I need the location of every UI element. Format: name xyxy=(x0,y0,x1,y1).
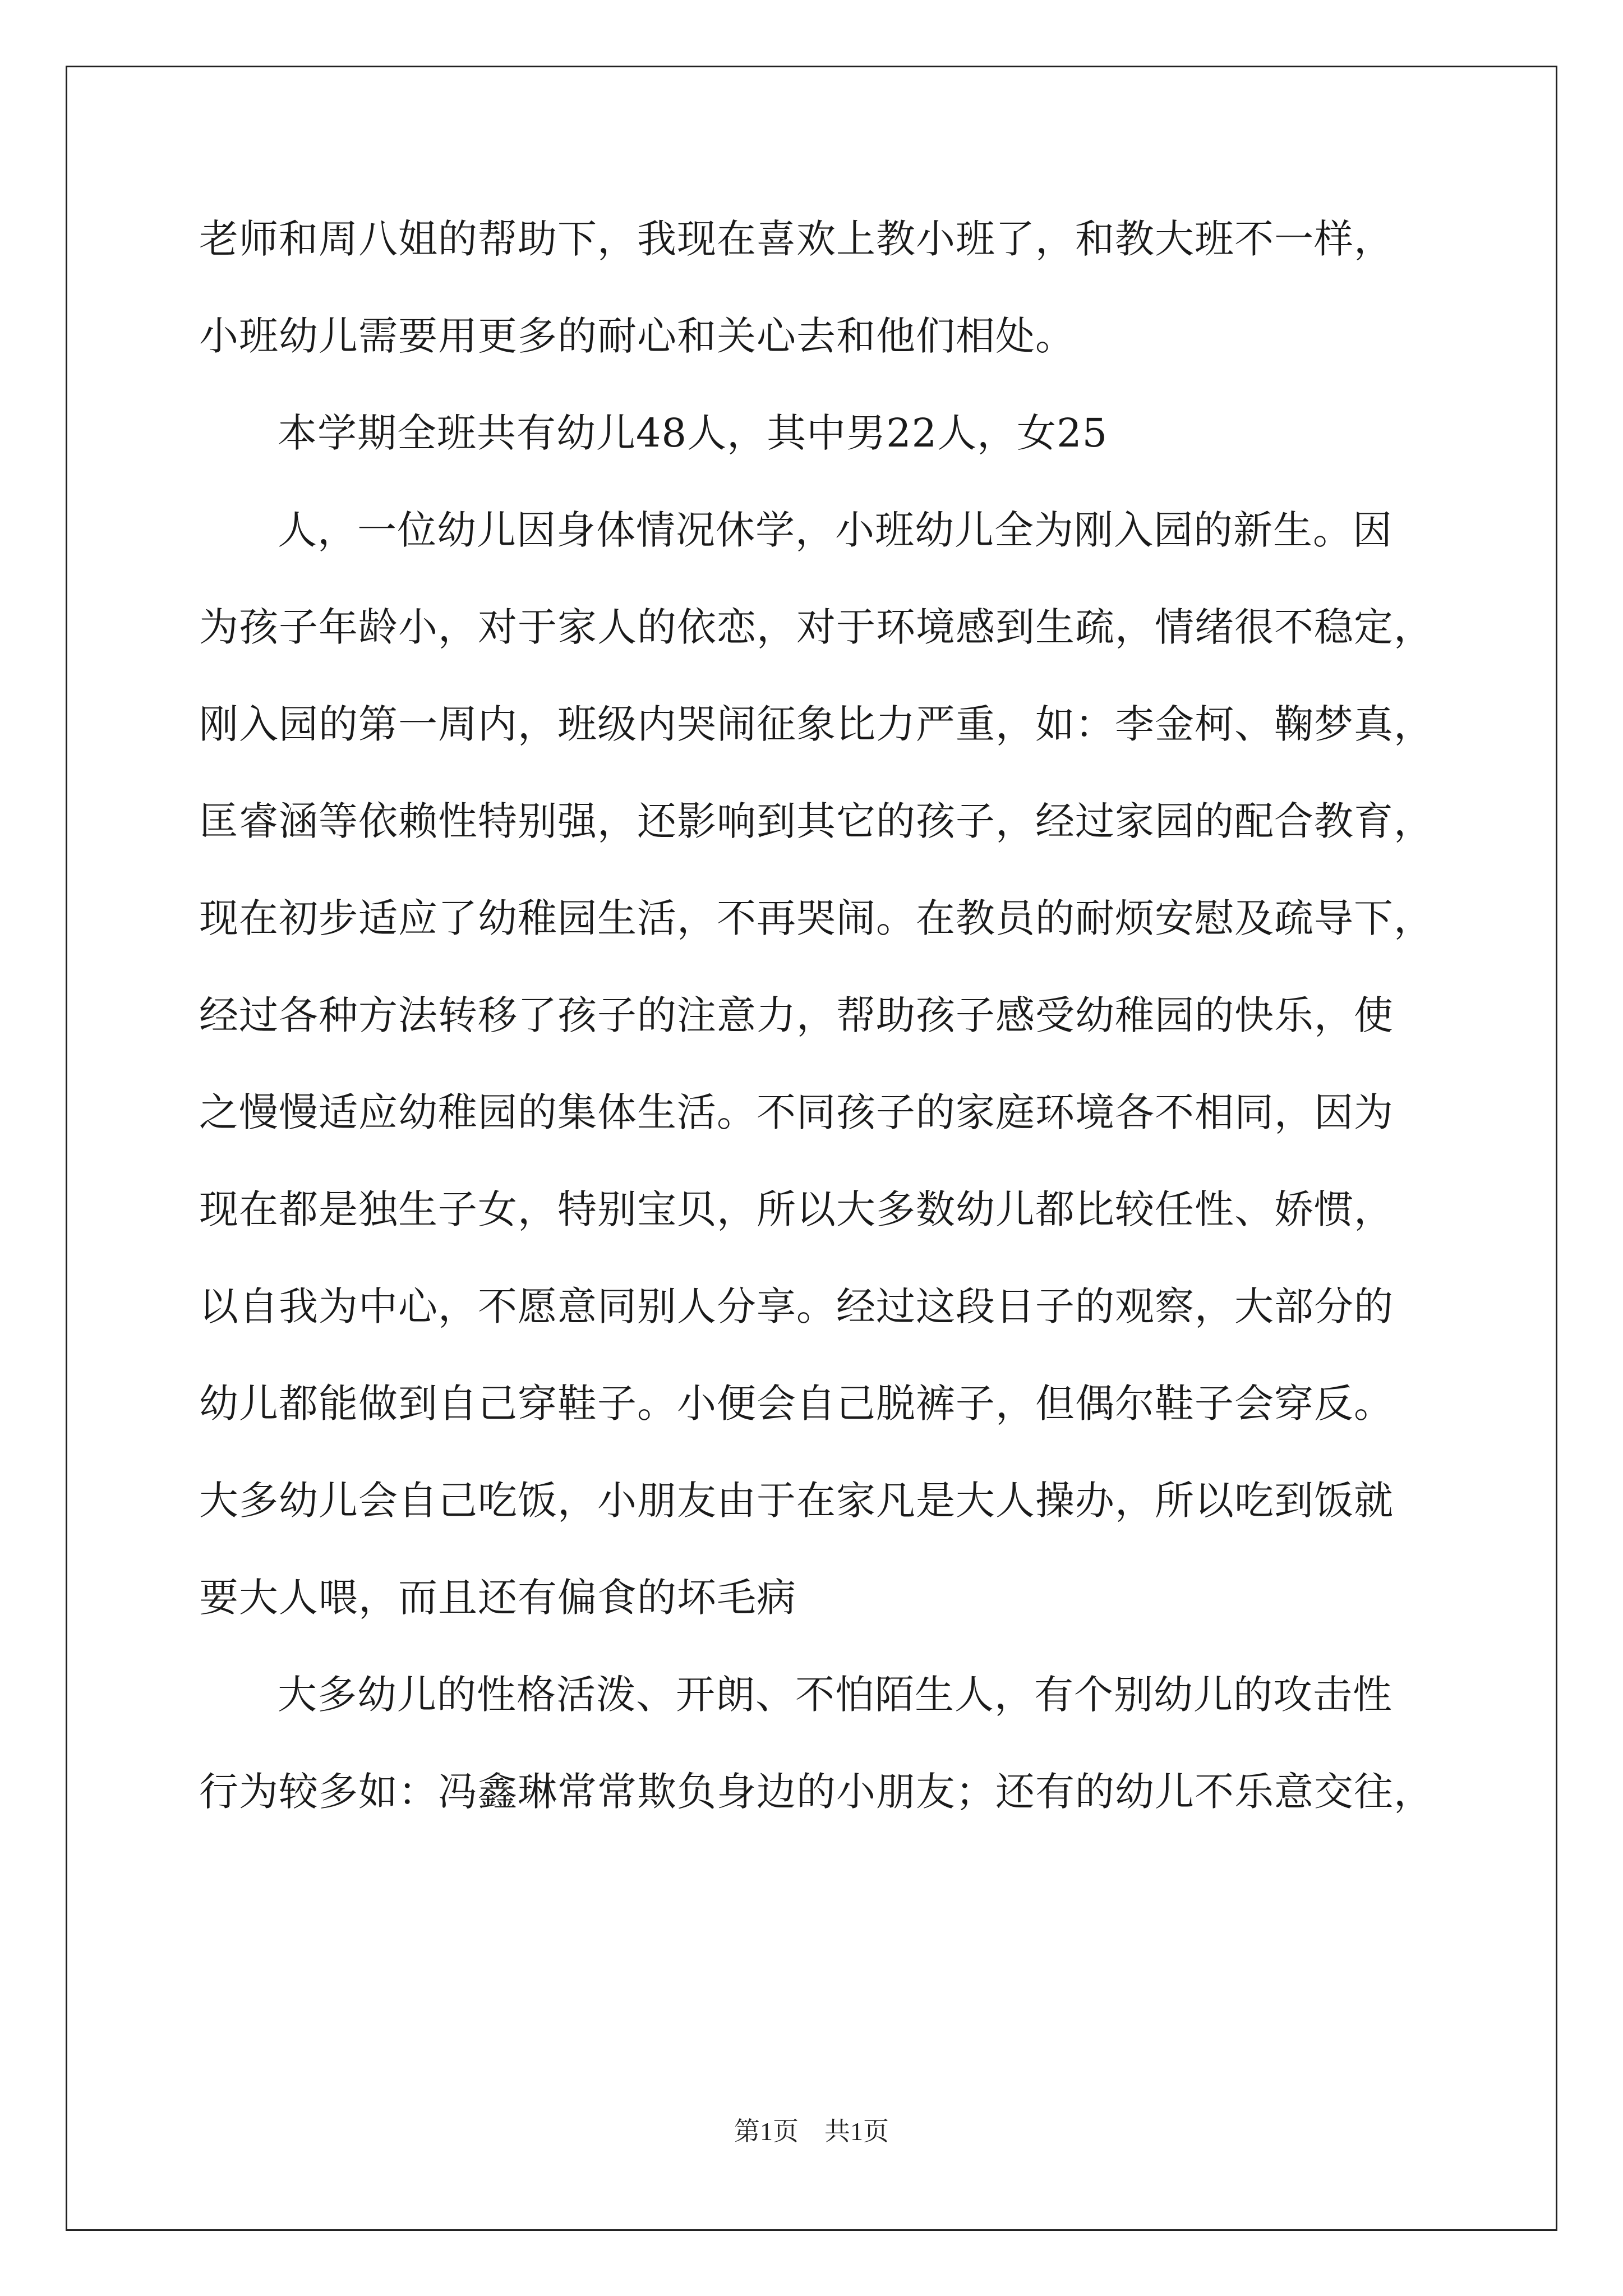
text-line: 以自我为中心，不愿意同别人分享。经过这段日子的观察，大部分的 xyxy=(199,1283,1394,1329)
text-line: 本学期全班共有幼儿48人，其中男22人，女25 xyxy=(278,410,1108,456)
page-total: 共1页 xyxy=(824,2117,889,2146)
document-body xyxy=(199,191,1455,1841)
text-line: 现在都是独生子女，特别宝贝，所以大多数幼儿都比较任性、娇惯， xyxy=(199,1186,1394,1232)
text-line: 幼儿都能做到自己穿鞋子。小便会自己脱裤子，但偶尔鞋子会穿反。 xyxy=(199,1381,1394,1427)
text-line: 刚入园的第一周内，班级内哭闹征象比力严重，如：李金柯、鞠梦真， xyxy=(199,701,1433,747)
text-line: 小班幼儿需要用更多的耐心和关心去和他们相处。 xyxy=(199,313,1075,359)
text-line: 经过各种方法转移了孩子的注意力，帮助孩子感受幼稚园的快乐，使 xyxy=(199,992,1394,1038)
text-line: 现在初步适应了幼稚园生活，不再哭闹。在教员的耐烦安慰及疏导下， xyxy=(199,895,1433,941)
text-line: 大多幼儿会自己吃饭，小朋友由于在家凡是大人操办，所以吃到饭就 xyxy=(199,1478,1394,1524)
page-number: 第1页 xyxy=(734,2117,799,2146)
text-line: 大多幼儿的性格活泼、开朗、不怕陌生人，有个别幼儿的攻击性 xyxy=(278,1672,1393,1718)
text-line: 老师和周八姐的帮助下，我现在喜欢上教小班了，和教大班不一样， xyxy=(199,216,1394,262)
text-line: 人，一位幼儿因身体情况休学，小班幼儿全为刚入园的新生。因 xyxy=(278,507,1393,553)
text-line: 要大人喂，而且还有偏食的坏毛病 xyxy=(199,1575,796,1621)
text-line: 为孩子年龄小，对于家人的依恋，对于环境感到生疏，情绪很不稳定， xyxy=(199,604,1433,650)
text-line: 行为较多如：冯鑫琳常常欺负身边的小朋友；还有的幼儿不乐意交往， xyxy=(199,1769,1433,1815)
text-line: 之慢慢适应幼稚园的集体生活。不同孩子的家庭环境各不相同，因为 xyxy=(199,1089,1394,1135)
text-line: 匡睿涵等依赖性特别强，还影响到其它的孩子，经过家园的配合教育， xyxy=(199,798,1433,844)
page-footer xyxy=(0,2115,1623,2148)
